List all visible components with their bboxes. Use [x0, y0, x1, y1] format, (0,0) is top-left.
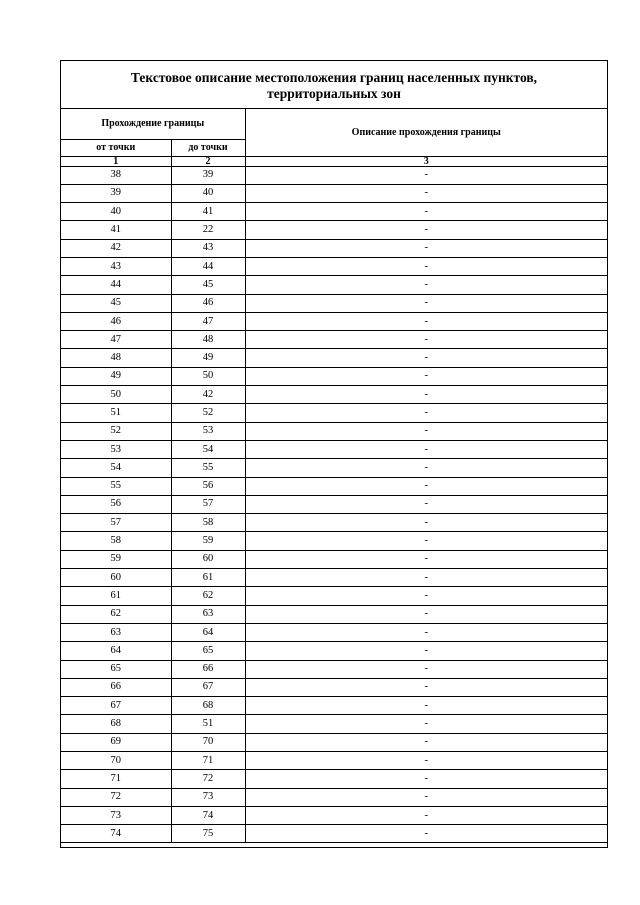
to-point-cell: 44: [171, 257, 245, 275]
from-point-cell: 55: [61, 477, 171, 495]
description-cell: -: [245, 514, 607, 532]
from-point-cell: 73: [61, 806, 171, 824]
table-row: [61, 660, 607, 678]
from-point-cell: 50: [61, 386, 171, 404]
from-point-cell: 49: [61, 367, 171, 385]
to-point-cell: 46: [171, 294, 245, 312]
from-point-cell: 66: [61, 678, 171, 696]
description-cell: -: [245, 294, 607, 312]
table-row: [61, 697, 607, 715]
to-point-cell: 75: [171, 825, 245, 843]
description-cell: -: [245, 678, 607, 696]
to-point-cell: 53: [171, 422, 245, 440]
description-cell: -: [245, 715, 607, 733]
table-row: [61, 294, 607, 312]
from-point-cell: 70: [61, 752, 171, 770]
table-row: [61, 514, 607, 532]
description-cell: -: [245, 495, 607, 513]
description-cell: -: [245, 166, 607, 184]
table-row: [61, 770, 607, 788]
description-cell: -: [245, 184, 607, 202]
column-number-1: 1: [61, 156, 171, 166]
to-point-cell: 54: [171, 440, 245, 458]
to-point-cell: 67: [171, 678, 245, 696]
to-point-cell: 47: [171, 312, 245, 330]
table-row: [61, 349, 607, 367]
table-row: [61, 276, 607, 294]
to-point-cell: 48: [171, 331, 245, 349]
table-row: [61, 495, 607, 513]
to-point-cell: 45: [171, 276, 245, 294]
description-cell: -: [245, 788, 607, 806]
table-row: [61, 587, 607, 605]
document-frame: [60, 60, 608, 848]
from-point-cell: 42: [61, 239, 171, 257]
boundary-table: [61, 109, 607, 843]
table-row: [61, 386, 607, 404]
from-point-cell: 58: [61, 532, 171, 550]
to-point-cell: 51: [171, 715, 245, 733]
from-point-cell: 52: [61, 422, 171, 440]
description-cell: -: [245, 276, 607, 294]
to-point-cell: 59: [171, 532, 245, 550]
from-point-cell: 57: [61, 514, 171, 532]
from-point-cell: 40: [61, 203, 171, 221]
from-point-cell: 46: [61, 312, 171, 330]
header-from-point: от точки: [61, 139, 171, 156]
to-point-cell: 57: [171, 495, 245, 513]
header-to-point: до точки: [171, 139, 245, 156]
title-line-1: Текстовое описание местоположения границ населенных пунктов,: [130, 70, 538, 85]
description-cell: -: [245, 642, 607, 660]
from-point-cell: 56: [61, 495, 171, 513]
description-cell: -: [245, 221, 607, 239]
table-row: [61, 166, 607, 184]
from-point-cell: 44: [61, 276, 171, 294]
from-point-cell: 64: [61, 642, 171, 660]
to-point-cell: 60: [171, 550, 245, 568]
to-point-cell: 63: [171, 605, 245, 623]
table-row: [61, 331, 607, 349]
from-point-cell: 65: [61, 660, 171, 678]
description-cell: -: [245, 349, 607, 367]
table-row: [61, 184, 607, 202]
description-cell: -: [245, 331, 607, 349]
table-row: [61, 642, 607, 660]
description-cell: -: [245, 257, 607, 275]
from-point-cell: 59: [61, 550, 171, 568]
from-point-cell: 61: [61, 587, 171, 605]
from-point-cell: 54: [61, 459, 171, 477]
column-number-3: 3: [245, 156, 607, 166]
table-row: [61, 422, 607, 440]
to-point-cell: 50: [171, 367, 245, 385]
table-row: [61, 623, 607, 641]
header-description: Описание прохождения границы: [245, 109, 607, 156]
from-point-cell: 41: [61, 221, 171, 239]
from-point-cell: 47: [61, 331, 171, 349]
to-point-cell: 62: [171, 587, 245, 605]
to-point-cell: 43: [171, 239, 245, 257]
from-point-cell: 43: [61, 257, 171, 275]
from-point-cell: 68: [61, 715, 171, 733]
to-point-cell: 56: [171, 477, 245, 495]
description-cell: -: [245, 623, 607, 641]
from-point-cell: 72: [61, 788, 171, 806]
table-row: [61, 715, 607, 733]
document-title: [61, 61, 607, 109]
to-point-cell: 22: [171, 221, 245, 239]
table-row: [61, 203, 607, 221]
description-cell: -: [245, 477, 607, 495]
to-point-cell: 64: [171, 623, 245, 641]
table-row: [61, 312, 607, 330]
description-cell: -: [245, 825, 607, 843]
table-row: [61, 550, 607, 568]
description-cell: -: [245, 697, 607, 715]
from-point-cell: 62: [61, 605, 171, 623]
description-cell: -: [245, 550, 607, 568]
table-row: [61, 532, 607, 550]
table-row: [61, 605, 607, 623]
to-point-cell: 66: [171, 660, 245, 678]
description-cell: -: [245, 459, 607, 477]
from-point-cell: 48: [61, 349, 171, 367]
to-point-cell: 61: [171, 569, 245, 587]
from-point-cell: 38: [61, 166, 171, 184]
table-row: [61, 806, 607, 824]
description-cell: -: [245, 312, 607, 330]
to-point-cell: 70: [171, 733, 245, 751]
description-cell: -: [245, 733, 607, 751]
description-cell: -: [245, 386, 607, 404]
table-row: [61, 678, 607, 696]
description-cell: -: [245, 239, 607, 257]
to-point-cell: 42: [171, 386, 245, 404]
table-row: [61, 459, 607, 477]
from-point-cell: 60: [61, 569, 171, 587]
to-point-cell: 52: [171, 404, 245, 422]
table-row: [61, 239, 607, 257]
header-boundary-passage: Прохождение границы: [61, 109, 245, 139]
table-row: [61, 404, 607, 422]
table-row: [61, 733, 607, 751]
description-cell: -: [245, 660, 607, 678]
from-point-cell: 71: [61, 770, 171, 788]
from-point-cell: 67: [61, 697, 171, 715]
description-cell: -: [245, 587, 607, 605]
from-point-cell: 51: [61, 404, 171, 422]
title-line-2: территориальных зон: [267, 86, 401, 101]
to-point-cell: 65: [171, 642, 245, 660]
from-point-cell: 69: [61, 733, 171, 751]
table-row: [61, 257, 607, 275]
to-point-cell: 74: [171, 806, 245, 824]
description-cell: -: [245, 605, 607, 623]
table-row: [61, 752, 607, 770]
to-point-cell: 55: [171, 459, 245, 477]
to-point-cell: 73: [171, 788, 245, 806]
table-body: [61, 166, 607, 843]
description-cell: -: [245, 770, 607, 788]
table-row: [61, 367, 607, 385]
from-point-cell: 63: [61, 623, 171, 641]
to-point-cell: 40: [171, 184, 245, 202]
table-row: [61, 569, 607, 587]
table-row: [61, 221, 607, 239]
description-cell: -: [245, 367, 607, 385]
from-point-cell: 45: [61, 294, 171, 312]
to-point-cell: 72: [171, 770, 245, 788]
description-cell: -: [245, 404, 607, 422]
to-point-cell: 41: [171, 203, 245, 221]
table-row: [61, 477, 607, 495]
description-cell: -: [245, 569, 607, 587]
description-cell: -: [245, 752, 607, 770]
to-point-cell: 68: [171, 697, 245, 715]
description-cell: -: [245, 532, 607, 550]
to-point-cell: 58: [171, 514, 245, 532]
description-cell: -: [245, 422, 607, 440]
table-row: [61, 788, 607, 806]
column-number-2: 2: [171, 156, 245, 166]
to-point-cell: 39: [171, 166, 245, 184]
table-row: [61, 440, 607, 458]
from-point-cell: 74: [61, 825, 171, 843]
table-row: [61, 825, 607, 843]
description-cell: -: [245, 806, 607, 824]
from-point-cell: 53: [61, 440, 171, 458]
description-cell: -: [245, 203, 607, 221]
description-cell: -: [245, 440, 607, 458]
to-point-cell: 71: [171, 752, 245, 770]
to-point-cell: 49: [171, 349, 245, 367]
from-point-cell: 39: [61, 184, 171, 202]
